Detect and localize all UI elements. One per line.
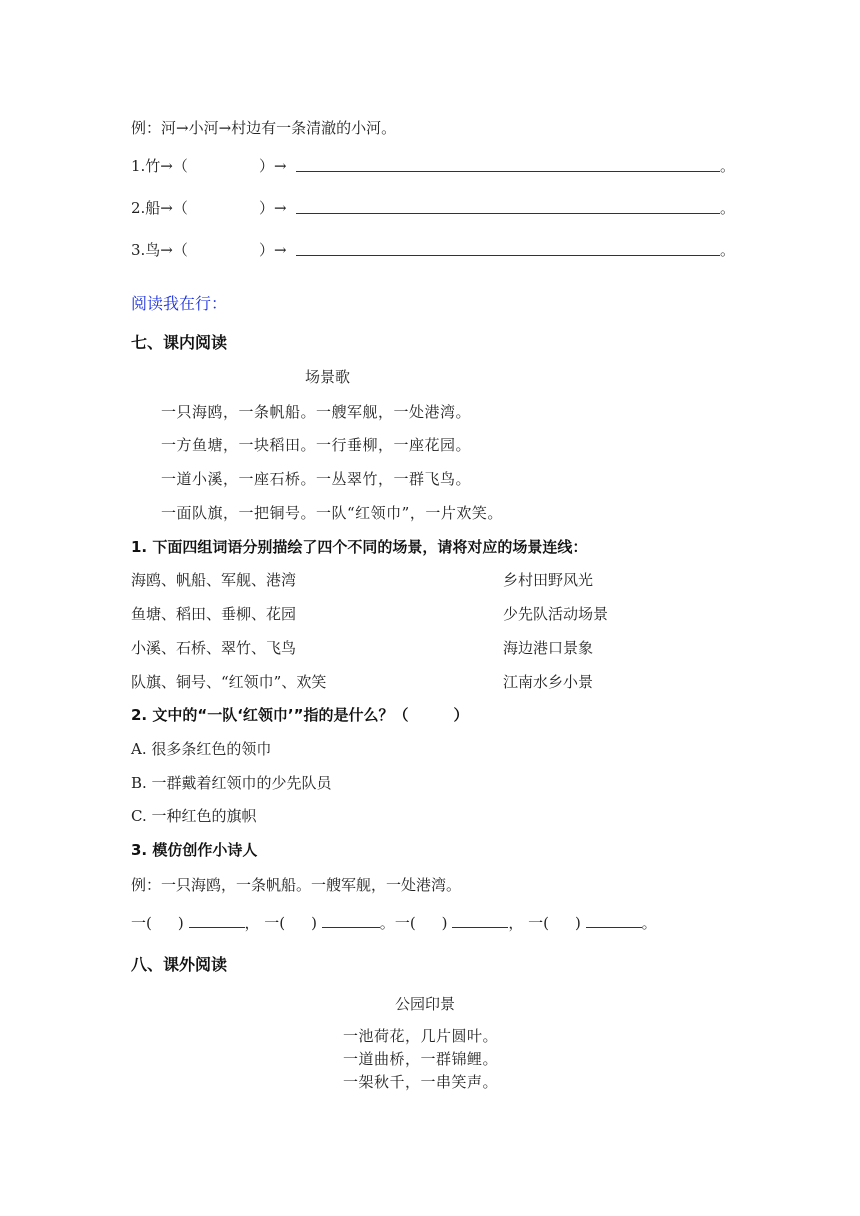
blank-close: ) — [177, 914, 184, 932]
blank-sep: ， — [508, 914, 524, 932]
answer-line[interactable] — [296, 255, 720, 256]
poem-line: 一面队旗，一把铜号。一队“红领巾”，一片欢笑。 — [161, 504, 503, 522]
question-1-prompt: 1. 下面四组词语分别描绘了四个不同的场景，请将对应的场景连线： — [131, 538, 588, 556]
match-left-item[interactable]: 小溪、石桥、翠竹、飞鸟 — [131, 639, 297, 657]
poem-line: 一池荷花，几片圆叶。 — [343, 1027, 499, 1045]
answer-line[interactable] — [296, 171, 720, 172]
answer-blank[interactable] — [452, 913, 508, 928]
match-right-item[interactable]: 江南水乡小景 — [503, 673, 594, 691]
poem-line: 一架秋千，一串笑声。 — [343, 1073, 499, 1091]
choice-option-a[interactable]: A. 很多条红色的领巾 — [131, 740, 272, 758]
example-sentence: 例：河→小河→村边有一条清澈的小河。 — [131, 119, 397, 137]
question-2-prompt: 2. 文中的“一队‘红领巾’”指的是什么？（ ） — [131, 706, 469, 724]
blank-prefix: 一( — [528, 914, 549, 932]
imitation-blanks — [131, 913, 657, 933]
fill-item-mid: ）→ — [259, 157, 287, 175]
fill-item-mid: ）→ — [259, 241, 287, 259]
poem-title: 公园印景 — [395, 995, 456, 1013]
choice-option-b[interactable]: B. 一群戴着红领巾的少先队员 — [131, 774, 332, 792]
fill-item-prefix: 2.船→（ — [131, 199, 188, 217]
poem-line: 一只海鸥，一条帆船。一艘军舰，一处港湾。 — [161, 403, 472, 421]
section-heading-8: 八、课外阅读 — [131, 955, 228, 974]
fill-item-prefix: 3.鸟→（ — [131, 241, 188, 259]
answer-line[interactable] — [296, 213, 720, 214]
fill-item-end: 。 — [720, 157, 736, 175]
match-left-item[interactable]: 队旗、铜号、“红领巾”、欢笑 — [131, 673, 327, 691]
answer-blank[interactable] — [189, 913, 245, 928]
answer-blank[interactable] — [586, 913, 642, 928]
poem-line: 一方鱼塘，一块稻田。一行垂柳，一座花园。 — [161, 436, 472, 454]
section-heading-7: 七、课内阅读 — [131, 333, 228, 352]
match-left-item[interactable]: 海鸥、帆船、军舰、港湾 — [131, 571, 297, 589]
poem-line: 一道小溪，一座石桥。一丛翠竹，一群飞鸟。 — [161, 470, 472, 488]
blank-close: ) — [311, 914, 318, 932]
match-right-item[interactable]: 海边港口景象 — [503, 639, 594, 657]
fill-item-end: 。 — [720, 199, 736, 217]
blank-close: ) — [574, 914, 581, 932]
reading-label: 阅读我在行： — [131, 294, 228, 313]
blank-end: 。 — [641, 914, 657, 932]
imitation-example: 例：一只海鸥，一条帆船。一艘军舰，一处港湾。 — [131, 876, 462, 894]
fill-item-prefix: 1.竹→（ — [131, 157, 188, 175]
poem-line: 一道曲桥，一群锦鲤。 — [343, 1050, 499, 1068]
answer-blank[interactable] — [322, 913, 380, 928]
choice-option-c[interactable]: C. 一种红色的旗帜 — [131, 807, 257, 825]
blank-close: ) — [441, 914, 448, 932]
match-right-item[interactable]: 乡村田野风光 — [503, 571, 594, 589]
blank-sep: 。 — [379, 914, 395, 932]
blank-prefix: 一( — [131, 914, 152, 932]
blank-prefix: 一( — [264, 914, 286, 932]
match-right-item[interactable]: 少先队活动场景 — [503, 605, 609, 623]
blank-prefix: 一( — [394, 914, 416, 932]
question-3-prompt: 3. 模仿创作小诗人 — [131, 841, 258, 859]
fill-item-mid: ）→ — [259, 199, 287, 217]
blank-sep: ， — [244, 914, 260, 932]
fill-item-end: 。 — [720, 241, 736, 259]
poem-title: 场景歌 — [305, 368, 351, 386]
match-left-item[interactable]: 鱼塘、稻田、垂柳、花园 — [131, 605, 297, 623]
